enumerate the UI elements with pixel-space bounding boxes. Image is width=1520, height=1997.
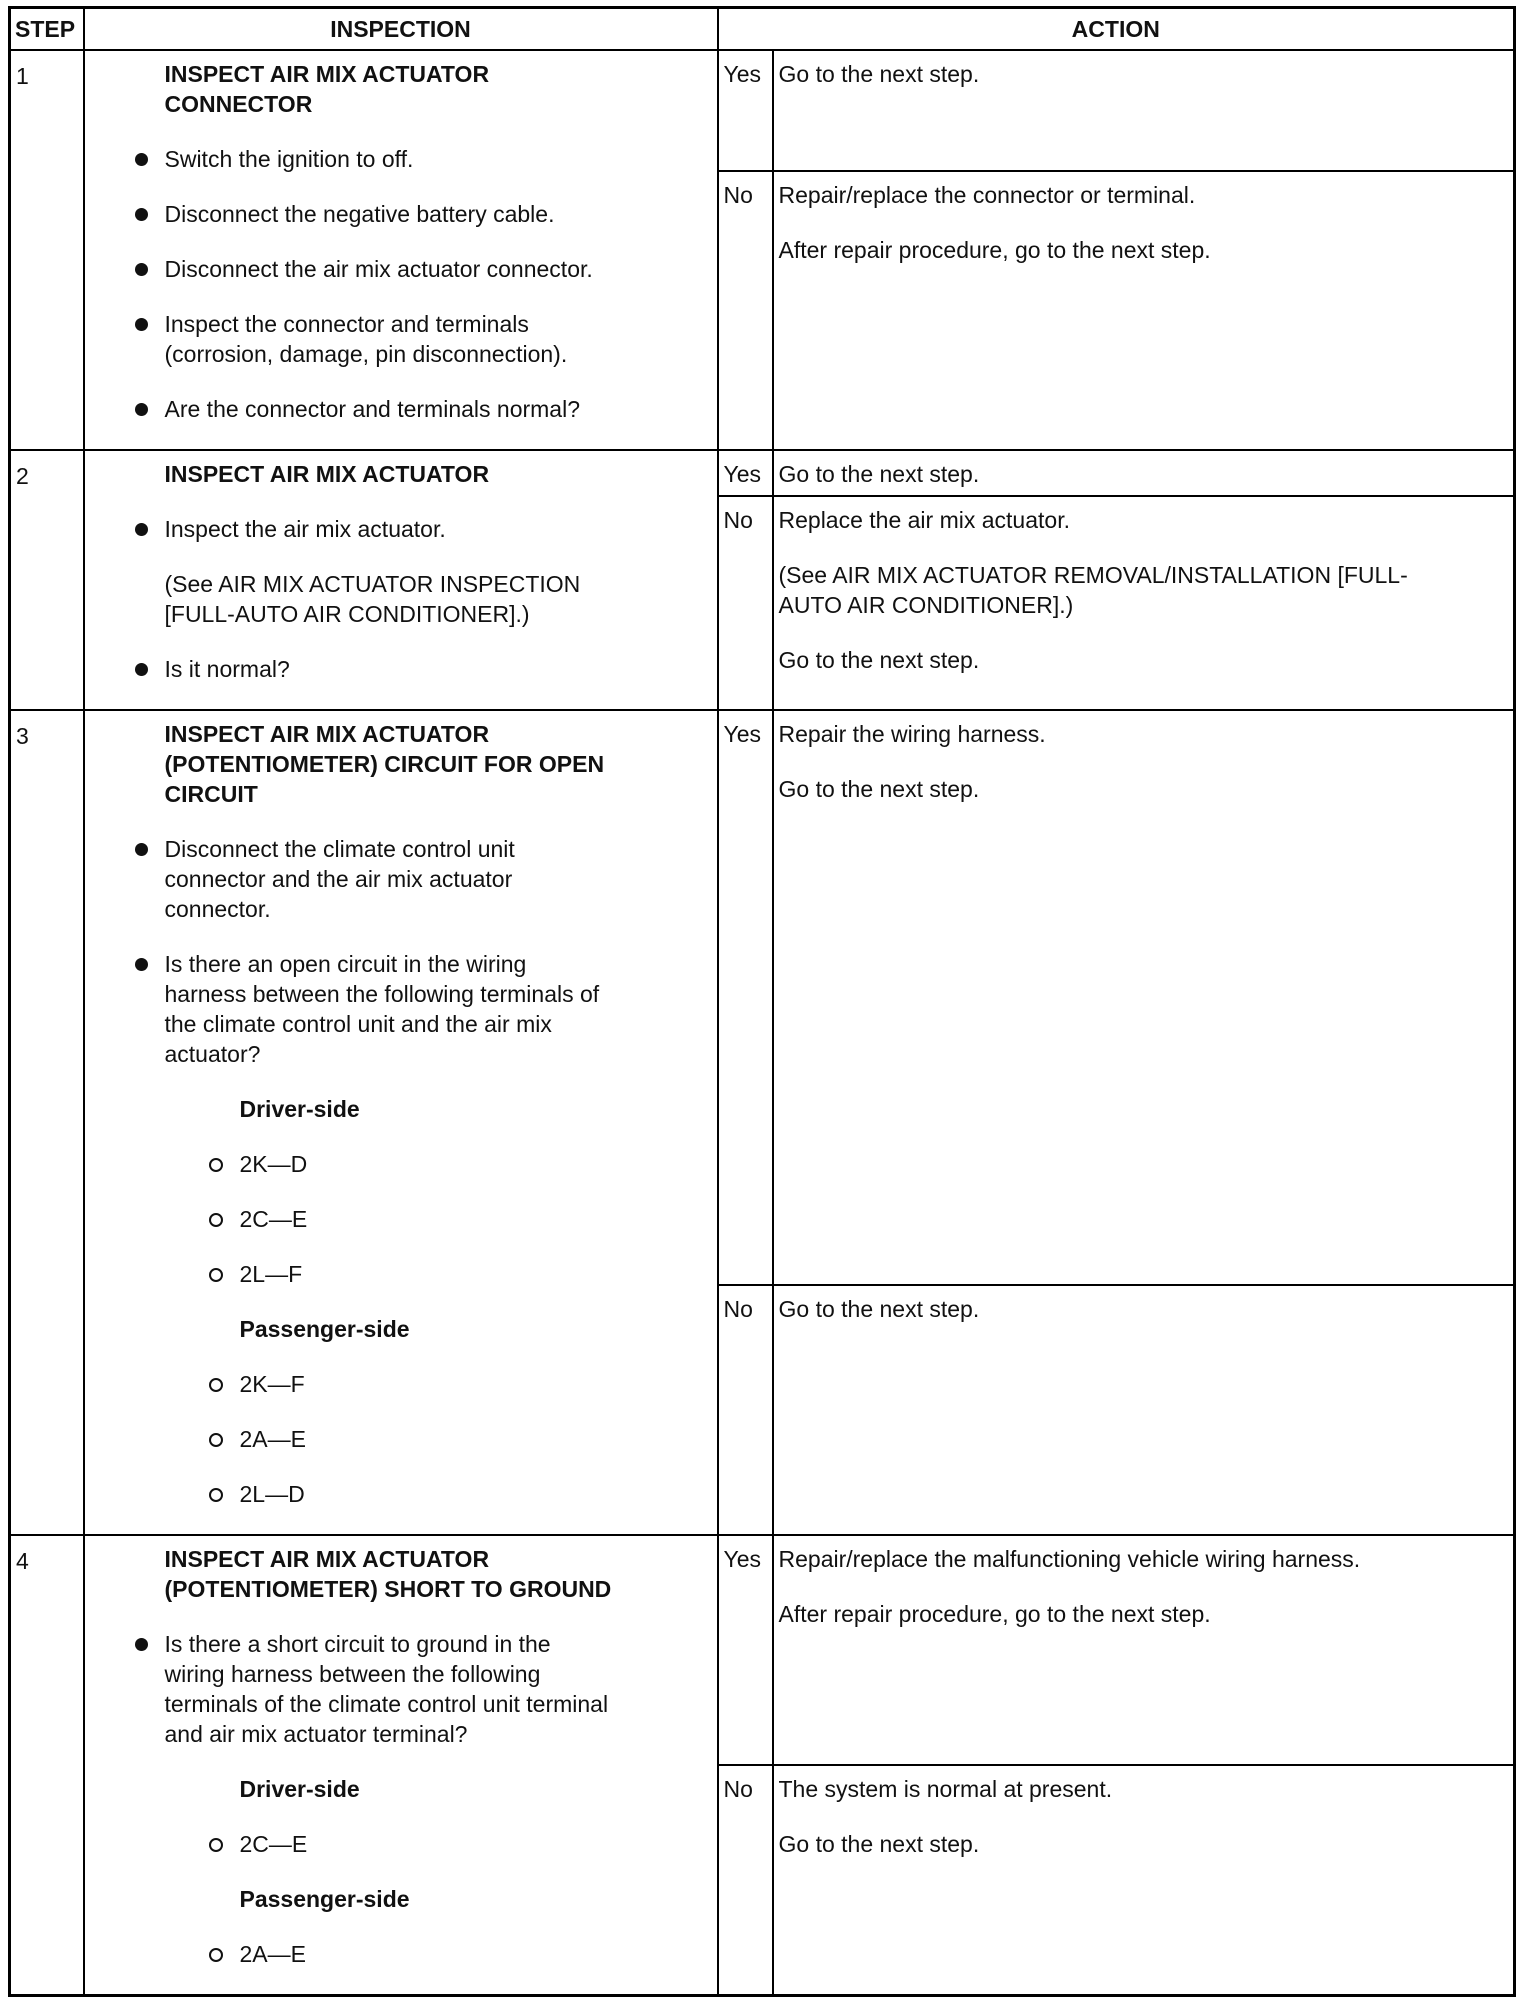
step-number: 4 [10, 1535, 84, 1996]
action-text: Repair/replace the connector or terminal. [778, 182, 1196, 209]
bullet-item: Is there a short circuit to ground in the wiring harness between the following terminals of the climate control unit terminal and air mix actuator terminal? [85, 1629, 615, 1749]
no-label: No [718, 496, 773, 710]
step-4-yes-row [10, 1535, 1515, 1765]
yes-action [773, 450, 1515, 496]
bullet-item: Switch the ignition to off. [85, 144, 697, 174]
action-text: Go to the next step. [778, 1831, 980, 1858]
yes-label: Yes [718, 1535, 773, 1765]
bullet-item: Inspect the air mix actuator. [85, 514, 697, 544]
passenger-side-label: Passenger-side [239, 1316, 410, 1342]
no-label: No [718, 171, 773, 450]
step-2-inspection [84, 450, 718, 710]
step-1-inspection [84, 50, 718, 450]
terminal-pair: 2C—E [85, 1829, 697, 1859]
action-text: Go to the next step. [778, 646, 980, 673]
action-text: Go to the next step. [778, 61, 980, 87]
step-1-yes-row [10, 50, 1515, 171]
action-text: After repair procedure, go to the next step. [778, 237, 1211, 264]
action-text: (See AIR MIX ACTUATOR REMOVAL/INSTALLATION [FULL-AUTO AIR CONDITIONER].) [778, 561, 1408, 618]
diagnostic-procedure-table [8, 6, 1516, 1997]
driver-side-label: Driver-side [239, 1776, 360, 1802]
step-title: INSPECT AIR MIX ACTUATOR (POTENTIOMETER) SHORT TO GROUND [164, 1546, 612, 1602]
terminal-pair: 2A—E [85, 1939, 697, 1969]
bullet-item: Disconnect the climate control unit connector and the air mix actuator connector. [85, 834, 605, 924]
action-column-header: ACTION [718, 8, 1515, 51]
no-action [773, 1285, 1515, 1535]
yes-label: Yes [718, 50, 773, 171]
bullet-item: Are the connector and terminals normal? [85, 394, 697, 424]
step-3-yes-row [10, 710, 1515, 1285]
terminal-pair: 2L—F [85, 1259, 697, 1289]
bullet-item: Disconnect the air mix actuator connector. [85, 254, 697, 284]
yes-label: Yes [718, 710, 773, 1285]
terminal-pair: 2K—F [85, 1369, 697, 1399]
passenger-side-label: Passenger-side [239, 1886, 410, 1912]
step-4-inspection [84, 1535, 718, 1996]
terminal-pair: 2K—D [85, 1149, 697, 1179]
header-row [10, 8, 1515, 51]
bullet-item: Disconnect the negative battery cable. [85, 199, 697, 229]
action-text: Go to the next step. [778, 776, 980, 802]
no-action [773, 1765, 1515, 1995]
terminal-pair: 2C—E [85, 1204, 697, 1234]
step-number: 2 [10, 450, 84, 710]
no-action [773, 171, 1515, 450]
step-number: 1 [10, 50, 84, 450]
action-text: The system is normal at present. [778, 1776, 1113, 1803]
action-text: Repair/replace the malfunctioning vehicle wiring harness. [778, 1546, 1361, 1572]
step-3-inspection [84, 710, 718, 1535]
step-column-header: STEP [10, 8, 84, 51]
step-2-yes-row [10, 450, 1515, 496]
yes-action [773, 1535, 1515, 1765]
inspection-column-header: INSPECTION [84, 8, 718, 51]
step-number: 3 [10, 710, 84, 1535]
no-label: No [718, 1765, 773, 1995]
step-title: INSPECT AIR MIX ACTUATOR [164, 461, 490, 487]
no-label: No [718, 1285, 773, 1535]
bullet-item: Is it normal? [85, 654, 697, 684]
action-text: Go to the next step. [778, 461, 980, 487]
no-action [773, 496, 1515, 710]
step-title: INSPECT AIR MIX ACTUATOR (POTENTIOMETER) CIRCUIT FOR OPEN CIRCUIT [164, 721, 605, 807]
yes-label: Yes [718, 450, 773, 496]
step-title: INSPECT AIR MIX ACTUATOR CONNECTOR [164, 61, 490, 117]
terminal-pair: 2A—E [85, 1424, 697, 1454]
action-text: After repair procedure, go to the next step. [778, 1601, 1211, 1627]
yes-action [773, 710, 1515, 1285]
driver-side-label: Driver-side [239, 1096, 360, 1122]
yes-action [773, 50, 1515, 171]
reference-note: (See AIR MIX ACTUATOR INSPECTION [FULL-AUTO AIR CONDITIONER].) [164, 571, 581, 627]
action-text: Replace the air mix actuator. [778, 506, 1070, 533]
bullet-item: Is there an open circuit in the wiring harness between the following terminals of the climate control unit and the air mix actuator? [85, 949, 605, 1069]
action-text: Repair the wiring harness. [778, 721, 1046, 747]
action-text: Go to the next step. [778, 1296, 980, 1323]
terminal-pair: 2L—D [85, 1479, 697, 1509]
bullet-item: Inspect the connector and terminals (corrosion, damage, pin disconnection). [85, 309, 585, 369]
